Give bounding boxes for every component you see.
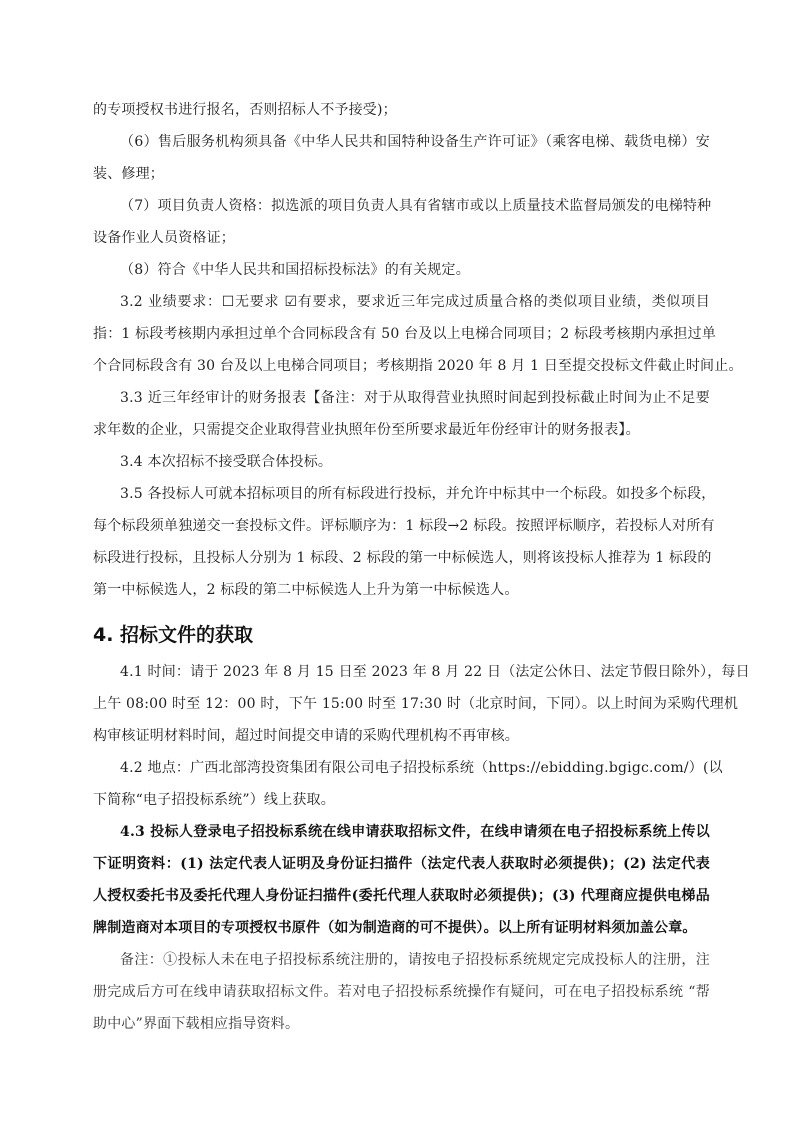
text-line: 个合同标段含有 30 台及以上电梯合同项目；考核期指 2020 年 8 月 1 日至提交投标文件截止时间止。 [93,358,743,374]
text-line: 4.3 投标人登录电子招投标系统在线申请获取招标文件，在线申请须在电子招投标系统上传以 [120,824,710,840]
paragraph [93,254,710,286]
text-line: 册完成后方可在线申请获取招标文件。若对电子招投标系统操作有疑问，可在电子招投标系统 “帮 [93,984,710,1000]
text-line: 3.3 近三年经审计的财务报表【备注：对于从取得营业执照时间起到投标截止时间为止不足要 [120,390,710,406]
text-line: 上午 08:00 时至 12：00 时，下午 15:00 时至 17:30 时（北京时间，下同）。以上时间为采购代理机 [93,696,739,712]
paragraph [93,656,750,752]
section-heading: 4. 招标文件的获取 [93,624,254,646]
text-line: 人授权委托书及委托代理人身份证扫描件(委托代理人获取时必须提供)；(3) 代理商应提供电梯品 [93,888,710,904]
text-line: 设备作业人员资格证； [93,230,235,246]
text-line: 每个标段须单独递交一套投标文件。评标顺序为：1 标段→2 标段。按照评标顺序，若投标人对所有 [93,518,715,534]
text-line: 装、修理； [93,166,164,182]
text-line: 的专项授权书进行报名，否则招标人不予接受)； [93,102,397,118]
document-page [93,94,750,1040]
paragraph [93,752,723,816]
paragraph [93,944,710,1040]
text-line: 求年数的企业，只需提交企业取得营业执照年份至所要求最近年份经审计的财务报表】。 [93,422,640,438]
text-line: 指：1 标段考核期内承担过单个合同标段含有 50 台及以上电梯合同项目；2 标段考核期内承担过单 [93,326,717,342]
text-line: 3.4 本次招标不接受联合体投标。 [120,454,333,470]
text-line: 3.2 业绩要求：☐无要求 ☑有要求，要求近三年完成过质量合格的类似项目业绩，类似项目 [120,294,710,310]
text-line: 牌制造商对本项目的专项授权书原件（如为制造商的可不提供）。以上所有证明材料须加盖公章。 [93,920,697,936]
text-line: 下简称“电子招投标系统”）线上获取。 [93,792,335,808]
text-line: 3.5 各投标人可就本招标项目的所有标段进行投标，并允许中标其中一个标段。如投多个标段， [120,486,716,502]
text-line: （6）售后服务机构须具备《中华人民共和国特种设备生产许可证》（乘客电梯、载货电梯）安 [120,134,710,150]
paragraph [93,126,710,190]
paragraph [93,816,710,944]
text-line: （8）符合《中华人民共和国招标投标法》的有关规定。 [120,262,470,278]
text-line: 第一中标候选人，2 标段的第二中标候选人上升为第一中标候选人。 [93,582,519,598]
paragraph [93,478,716,606]
text-line: 助中心”界面下载相应指导资料。 [93,1016,300,1032]
text-line: 4.1 时间：请于 2023 年 8 月 15 日至 2023 年 8 月 22 日（法定公休日、法定节假日除外），每日 [120,664,750,680]
paragraph [93,94,710,126]
text-line: 标段进行投标，且投标人分别为 1 标段、2 标段的第一中标候选人，则将该投标人推荐为 1 标段的 [93,550,712,566]
text-line: 4.2 地点：广西北部湾投资集团有限公司电子招投标系统（https://ebidding.bgigc.com/）(以 [120,760,723,776]
text-line: 构审核证明材料时间，超过时间提交申请的采购代理机构不再审核。 [93,728,519,744]
paragraph [93,190,710,254]
paragraph [93,286,743,382]
paragraph [93,382,710,446]
paragraph [93,446,710,478]
text-line: （7）项目负责人资格：拟选派的项目负责人具有省辖市或以上质量技术监督局颁发的电梯特种 [120,198,712,214]
text-line: 备注：①投标人未在电子招投标系统注册的，请按电子招投标系统规定完成投标人的注册，注 [120,952,710,968]
text-line: 下证明资料：(1) 法定代表人证明及身份证扫描件（法定代表人获取时必须提供)；(2) 法定代表 [93,856,710,872]
